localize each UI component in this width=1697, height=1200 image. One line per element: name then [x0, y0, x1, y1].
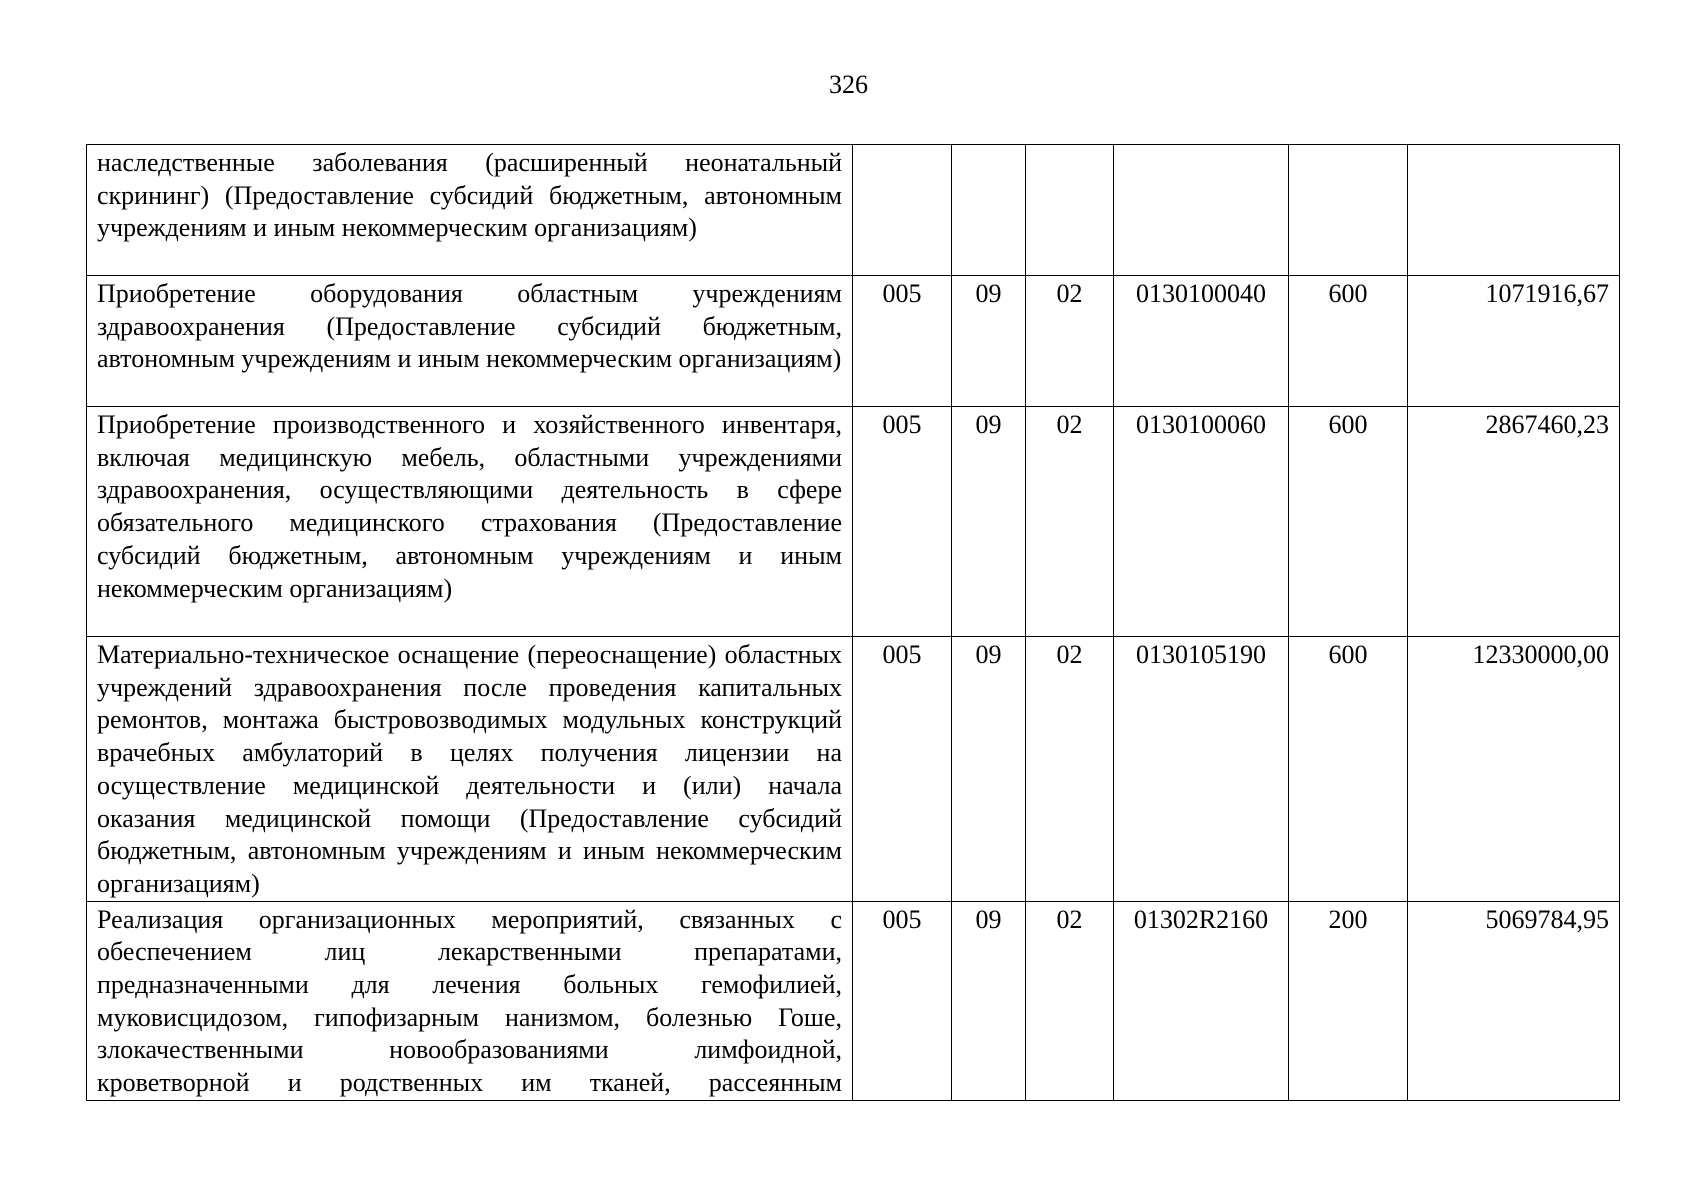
row-section-code: 09	[952, 276, 1026, 407]
row-description: наследственные заболевания (расширенный неонатальный скрининг) (Предоставление субсидий бюджетным, автономным учреждениям и иным некоммерческим организациям)	[87, 145, 853, 276]
row-section-code: 09	[952, 637, 1026, 902]
budget-table	[86, 144, 1620, 1101]
row-expense-type-code	[1289, 145, 1408, 276]
table-row	[87, 407, 1620, 637]
row-description: Приобретение оборудования областным учреждениям здравоохранения (Предоставление субсидий бюджетным, автономным учреждениям и иным некоммерческим организациям)	[87, 276, 853, 407]
row-expense-type-code: 600	[1289, 407, 1408, 637]
row-subsection-code: 02	[1026, 637, 1114, 902]
row-department-code: 005	[853, 276, 952, 407]
table-row	[87, 901, 1620, 1100]
row-expense-type-code: 600	[1289, 276, 1408, 407]
row-expense-type-code: 600	[1289, 637, 1408, 902]
row-target-article-code: 0130100060	[1114, 407, 1289, 637]
row-section-code: 09	[952, 901, 1026, 1100]
row-target-article-code: 01302R2160	[1114, 901, 1289, 1100]
row-department-code: 005	[853, 901, 952, 1100]
table-row	[87, 276, 1620, 407]
row-subsection-code: 02	[1026, 407, 1114, 637]
row-section-code	[952, 145, 1026, 276]
row-description: Приобретение производственного и хозяйственного инвентаря, включая медицинскую мебель, областными учреждениями здравоохранения, осуществляющими деятельность в сфере обязательного медицинского страхования (Предоставление субсидий бюджетным, автономным учреждениям и иным некоммерческим организациям)	[87, 407, 853, 637]
row-amount: 1071916,67	[1408, 276, 1620, 407]
row-subsection-code: 02	[1026, 901, 1114, 1100]
row-amount	[1408, 145, 1620, 276]
row-expense-type-code: 200	[1289, 901, 1408, 1100]
row-description: Материально-техническое оснащение (переоснащение) областных учреждений здравоохранения после проведения капитальных ремонтов, монтажа быстровозводимых модульных конструкций врачебных амбулаторий в целях получения лицензии на осуществление медицинской деятельности и (или) начала оказания медицинской помощи (Предоставление субсидий бюджетным, автономным учреждениям и иным некоммерческим организациям)	[87, 637, 853, 902]
row-amount: 12330000,00	[1408, 637, 1620, 902]
row-target-article-code: 0130105190	[1114, 637, 1289, 902]
row-section-code: 09	[952, 407, 1026, 637]
table-row	[87, 145, 1620, 276]
row-description: Реализация организационных мероприятий, связанных с обеспечением лиц лекарственными препаратами, предназначенными для лечения больных гемофилией, муковисцидозом, гипофизарным нанизмом, болезнью Гоше, злокачественными новообразованиями лимфоидной, кроветворной и родственных им тканей, рассеянным	[87, 901, 853, 1100]
row-subsection-code: 02	[1026, 276, 1114, 407]
row-target-article-code: 0130100040	[1114, 276, 1289, 407]
row-target-article-code	[1114, 145, 1289, 276]
table-row	[87, 637, 1620, 902]
row-subsection-code	[1026, 145, 1114, 276]
row-amount: 5069784,95	[1408, 901, 1620, 1100]
row-department-code	[853, 145, 952, 276]
page-number: 326	[829, 70, 868, 99]
row-department-code: 005	[853, 407, 952, 637]
row-amount: 2867460,23	[1408, 407, 1620, 637]
row-department-code: 005	[853, 637, 952, 902]
